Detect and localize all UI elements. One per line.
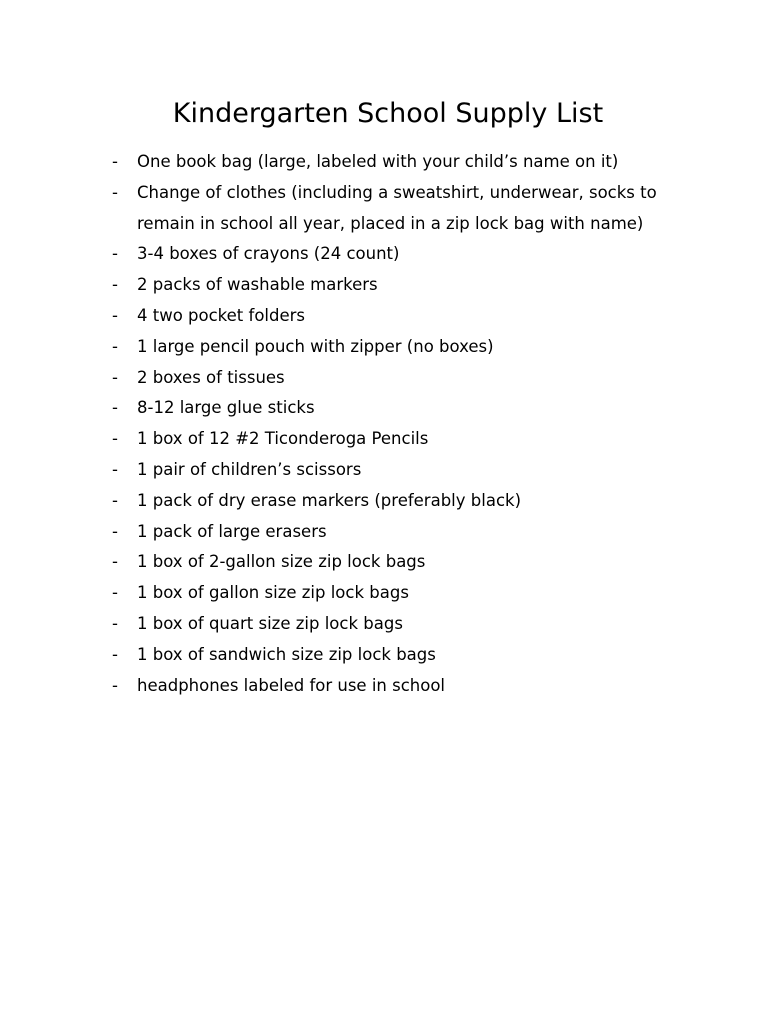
bullet-dash: - bbox=[112, 429, 118, 449]
list-item bbox=[112, 486, 712, 517]
list-item-text: 3-4 boxes of crayons (24 count) bbox=[137, 244, 400, 264]
list-item-text: 1 box of 12 #2 Ticonderoga Pencils bbox=[137, 429, 429, 449]
list-item-text: 4 two pocket folders bbox=[137, 305, 306, 325]
list-item-text: 1 box of gallon size zip lock bags bbox=[137, 583, 409, 603]
list-item-text: headphones labeled for use in school bbox=[137, 675, 446, 695]
bullet-dash: - bbox=[112, 275, 118, 295]
bullet-dash: - bbox=[112, 398, 118, 418]
list-item bbox=[112, 517, 712, 548]
supply-list bbox=[112, 147, 712, 701]
list-item-text: 1 pair of children’s scissors bbox=[137, 459, 362, 479]
list-item-text: 1 pack of dry erase markers (preferably black) bbox=[137, 490, 522, 510]
list-item bbox=[112, 424, 712, 455]
list-item bbox=[112, 578, 712, 609]
bullet-dash: - bbox=[112, 613, 118, 633]
bullet-dash: - bbox=[112, 459, 118, 479]
bullet-dash: - bbox=[112, 152, 118, 171]
bullet-dash: - bbox=[112, 675, 118, 695]
bullet-dash: - bbox=[112, 182, 118, 202]
list-item bbox=[112, 147, 712, 178]
list-item bbox=[112, 547, 712, 578]
bullet-dash: - bbox=[112, 521, 118, 541]
list-item bbox=[112, 671, 712, 702]
list-item bbox=[112, 393, 712, 424]
bullet-dash: - bbox=[112, 644, 118, 664]
list-item-text: 8-12 large glue sticks bbox=[137, 398, 315, 418]
list-item-text: 1 large pencil pouch with zipper (no boxes) bbox=[137, 336, 494, 356]
list-item bbox=[112, 609, 712, 640]
list-item bbox=[112, 178, 712, 240]
list-item-text: 1 box of quart size zip lock bags bbox=[137, 613, 403, 633]
bullet-dash: - bbox=[112, 583, 118, 603]
bullet-dash: - bbox=[112, 244, 118, 264]
page-title: Kindergarten School Supply List bbox=[172, 98, 604, 129]
list-item-text: 1 box of sandwich size zip lock bags bbox=[137, 644, 436, 664]
bullet-dash: - bbox=[112, 490, 118, 510]
list-item-text: 2 packs of washable markers bbox=[137, 275, 378, 295]
list-item-text: 1 box of 2-gallon size zip lock bags bbox=[137, 552, 426, 572]
list-item bbox=[112, 239, 712, 270]
bullet-dash: - bbox=[112, 552, 118, 572]
list-item bbox=[112, 270, 712, 301]
list-item bbox=[112, 332, 712, 363]
list-item bbox=[112, 363, 712, 394]
list-item bbox=[112, 301, 712, 332]
list-item-text: 2 boxes of tissues bbox=[137, 367, 285, 387]
list-item bbox=[112, 455, 712, 486]
list-item-text: 1 pack of large erasers bbox=[137, 521, 327, 541]
list-item-text: One book bag (large, labeled with your child’s name on it) bbox=[137, 152, 619, 171]
bullet-dash: - bbox=[112, 367, 118, 387]
bullet-dash: - bbox=[112, 305, 118, 325]
list-item-text: Change of clothes (including a sweatshirt, underwear, socks to remain in school all year, placed in a zip lock bag with name) bbox=[137, 182, 657, 233]
bullet-dash: - bbox=[112, 336, 118, 356]
list-item bbox=[112, 640, 712, 671]
